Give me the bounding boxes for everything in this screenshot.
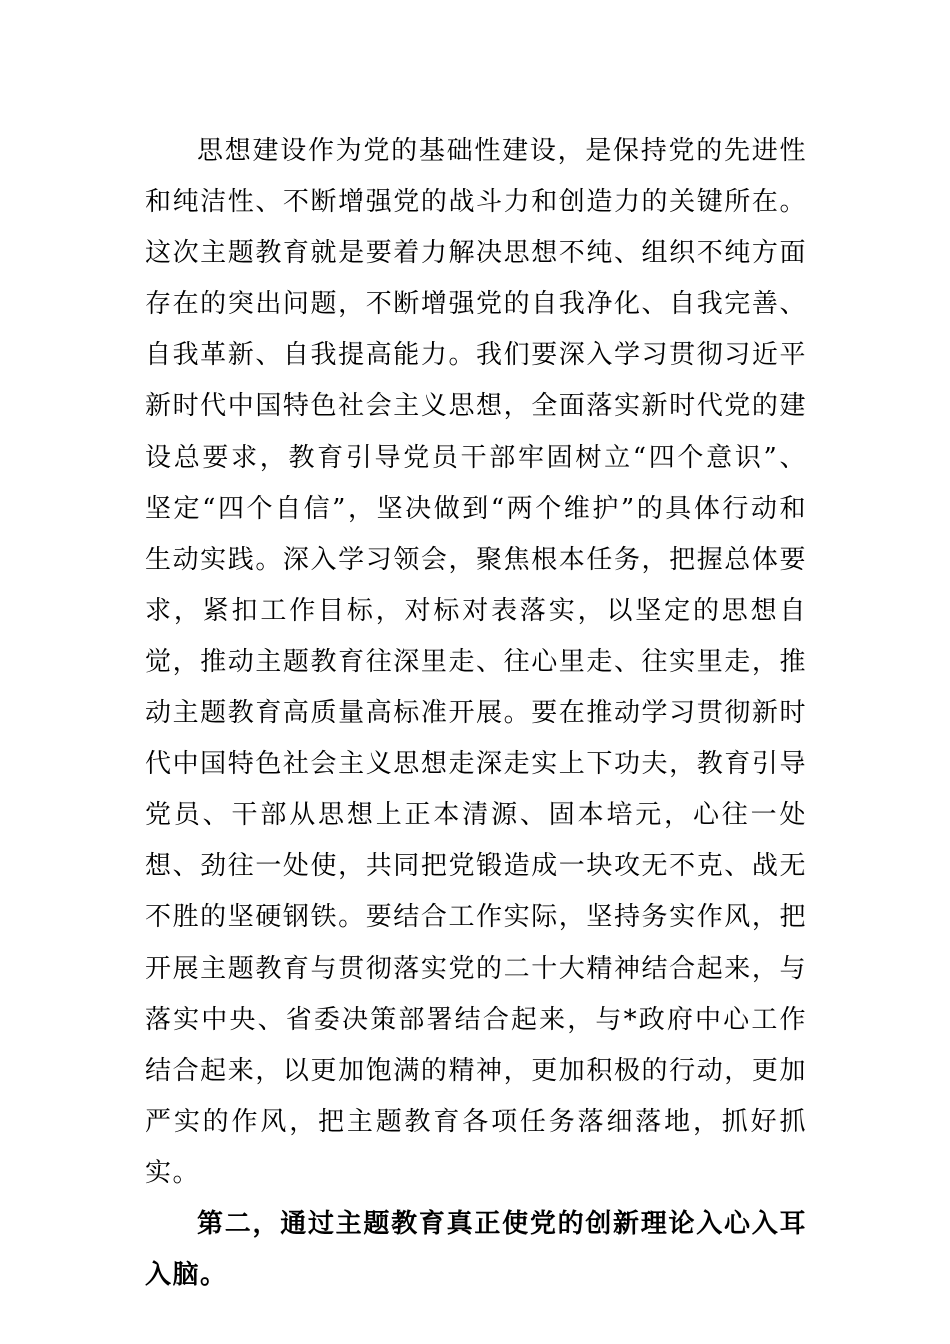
body-paragraph: 思想建设作为党的基础性建设，是保持党的先进性和纯洁性、不断增强党的战斗力和创造力的关键所在。这次主题教育就是要着力解决思想不纯、组织不纯方面存在的突出问题，不断增强党的自我净化、自我完善、自我革新、自我提高能力。我们要深入学习贯彻习近平新时代中国特色社会主义思想，全面落实新时代党的建设总要求，教育引导党员干部牢固树立“四个意识”、坚定“四个自信”，坚决做到“两个维护”的具体行动和生动实践。深入学习领会，聚焦根本任务，把握总体要求，紧扣工作目标，对标对表落实，以坚定的思想自觉，推动主题教育往深里走、往心里走、往实里走，推动主题教育高质量高标准开展。要在推动学习贯彻新时代中国特色社会主义思想走深走实上下功夫，教育引导党员、干部从思想上正本清源、固本培元，心往一处想、劲往一处使，共同把党锻造成一块攻无不克、战无不胜的坚硬钢铁。要结合工作实际，坚持务实作风，把开展主题教育与贯彻落实党的二十大精神结合起来，与落实中央、省委决策部署结合起来，与*政府中心工作结合起来，以更加饱满的精神，更加积极的行动，更加严实的作风，把主题教育各项任务落细落地，抓好抓实。	[145, 136, 807, 1188]
section-heading: 第二，通过主题教育真正使党的创新理论入心入耳入脑。	[145, 1208, 807, 1291]
document-body	[145, 126, 807, 1301]
